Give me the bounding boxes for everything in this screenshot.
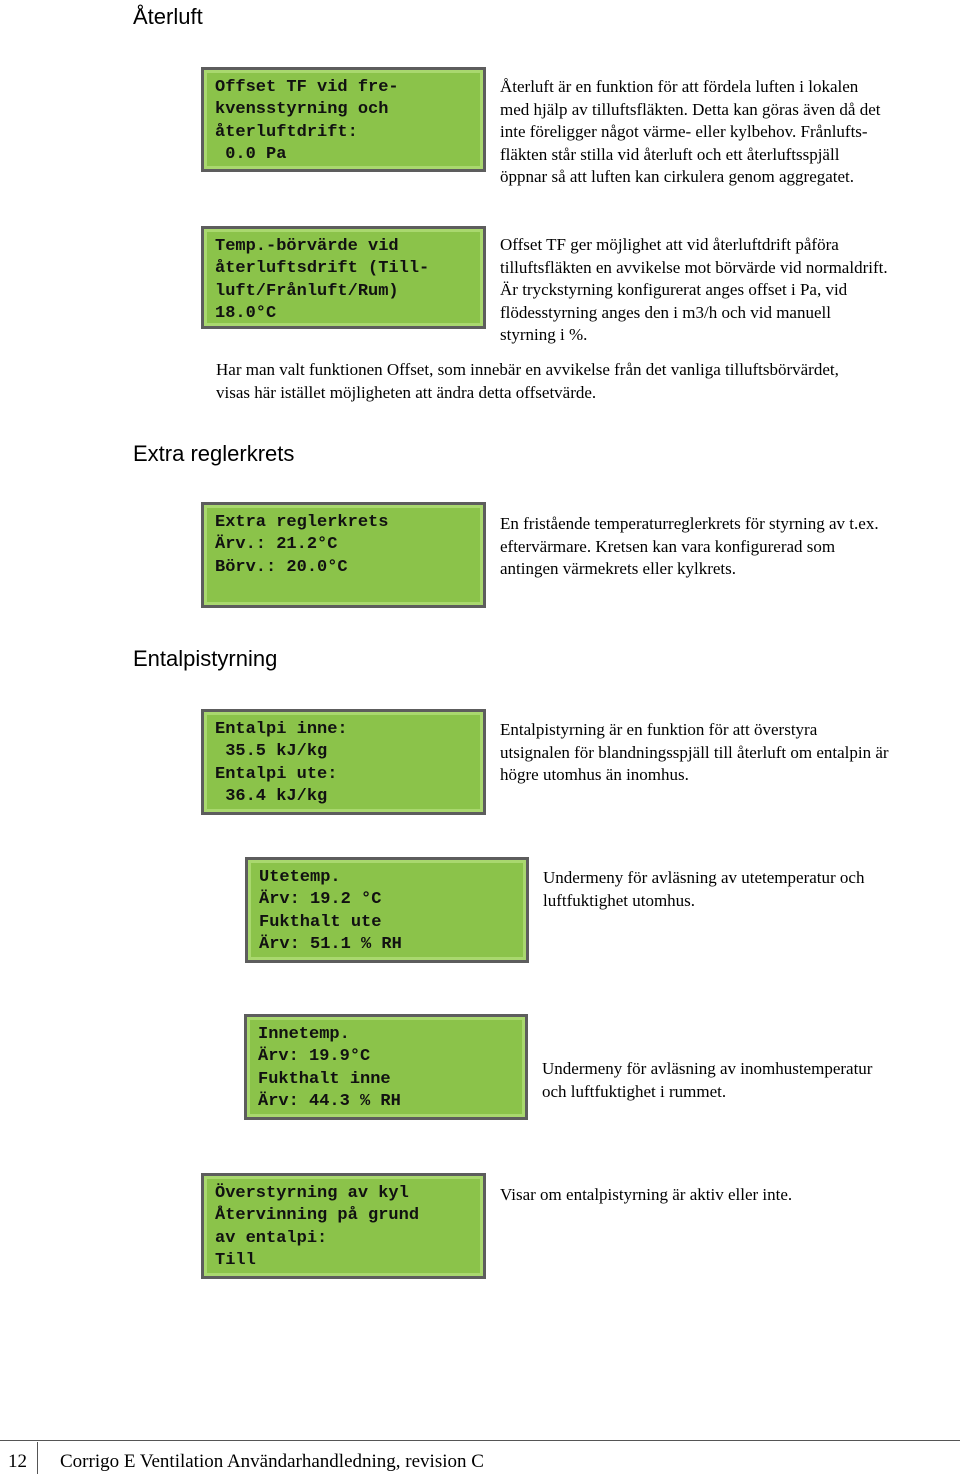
utetemp-description: Undermeny för avläsning av utetemperatur och luftfuktighet utomhus. (543, 868, 865, 910)
footer-divider (37, 1442, 38, 1474)
footer-title: Corrigo E Ventilation Användarhandledning, revision C (60, 1451, 484, 1472)
lcd-line: 0.0 Pa (215, 144, 287, 164)
lcd-display-temp-borvarde (201, 226, 486, 329)
overstyrning-description: Visar om entalpistyrning är aktiv eller inte. (500, 1185, 793, 1204)
lcd-line: Fukthalt inne (258, 1069, 391, 1089)
innetemp-description: Undermeny för avläsning av inomhustemperatur och luftfuktighet i rummet. (542, 1059, 873, 1101)
lcd-line: återluftsdrift (Till- (215, 259, 430, 279)
lcd-line: Överstyrning av kyl (215, 1184, 409, 1203)
lcd-line: kvensstyrning och (215, 100, 389, 120)
lcd-line: Offset TF vid fre- (215, 78, 399, 97)
lcd-display-utetemp (245, 857, 529, 963)
lcd-line: Utetemp. (259, 868, 341, 887)
lcd-display-innetemp (244, 1014, 528, 1120)
extra-description: En fristående temperaturreglerkrets för styrning av t.ex. eftervärmare. Kretsen kan vara konfigurerad som antingen värmekrets eller kylkrets. (500, 514, 879, 578)
lcd-line: Innetemp. (258, 1025, 350, 1044)
section-heading-aterluft: Återluft (133, 4, 203, 29)
lcd-line: Ärv: 44.3 % RH (258, 1091, 401, 1111)
lcd-line: Entalpi inne: (215, 720, 348, 739)
lcd-line: Ärv: 51.1 % RH (259, 934, 402, 954)
aterluft-description: Återluft är en funktion för att fördela luften i lokalen med hjälp av tilluftsfläkten. Detta kan göras även då det inte föreligger något värme- eller kylbehov. Frånlufts- fläkten står stilla vid återluft och ett återluftsspjäll öppnar så att luften kan cirkulera genom aggregatet. (500, 77, 881, 186)
lcd-line: 35.5 kJ/kg (215, 742, 328, 762)
lcd-line: Börv.: 20.0°C (215, 557, 348, 577)
lcd-line: Entalpi ute: (215, 764, 338, 784)
footer-rule (0, 1440, 960, 1441)
lcd-line: Fukthalt ute (259, 912, 382, 932)
lcd-line: återluftdrift: (215, 122, 358, 142)
lcd-line: Återvinning på grund (215, 1206, 420, 1226)
lcd-line: 18.0°C (215, 303, 277, 323)
lcd-line: luft/Frånluft/Rum) (215, 281, 399, 301)
offset-description: Offset TF ger möjlighet att vid återluftdrift påföra tilluftsfläkten en avvikelse mot börvärde vid normaldrift. Är tryckstyrning konfigurerat anges offset i Pa, vid flödesstyrning anges den i m3/h och vid manuell styrning i %. (500, 235, 888, 344)
section-heading-extra: Extra reglerkrets (133, 441, 295, 466)
lcd-line: 36.4 kJ/kg (215, 786, 328, 806)
lcd-display-offset-tf (201, 67, 486, 172)
lcd-display-extra-reglerkrets (201, 502, 486, 608)
page-number: 12 (8, 1451, 27, 1472)
lcd-line: Ärv: 19.9°C (258, 1047, 371, 1067)
lcd-line: Ärv.: 21.2°C (215, 535, 338, 555)
lcd-line: av entalpi: (215, 1228, 328, 1248)
section-heading-entalpi: Entalpistyrning (133, 646, 278, 671)
lcd-line: Temp.-börvärde vid (215, 237, 399, 256)
lcd-line: Till (215, 1250, 256, 1270)
lcd-display-overstyrning (201, 1173, 486, 1279)
entalpi-description: Entalpistyrning är en funktion för att överstyra utsignalen för blandningsspjäll till återluft om entalpin är högre utomhus än inomhus. (500, 720, 889, 784)
offset-note: Har man valt funktionen Offset, som innebär en avvikelse från det vanliga tilluftsbörvärdet, visas här istället möjligheten att ändra detta offsetvärde. (216, 360, 839, 402)
lcd-line: Extra reglerkrets (215, 513, 389, 532)
lcd-display-entalpi (201, 709, 486, 815)
lcd-line: Ärv: 19.2 °C (259, 890, 382, 910)
